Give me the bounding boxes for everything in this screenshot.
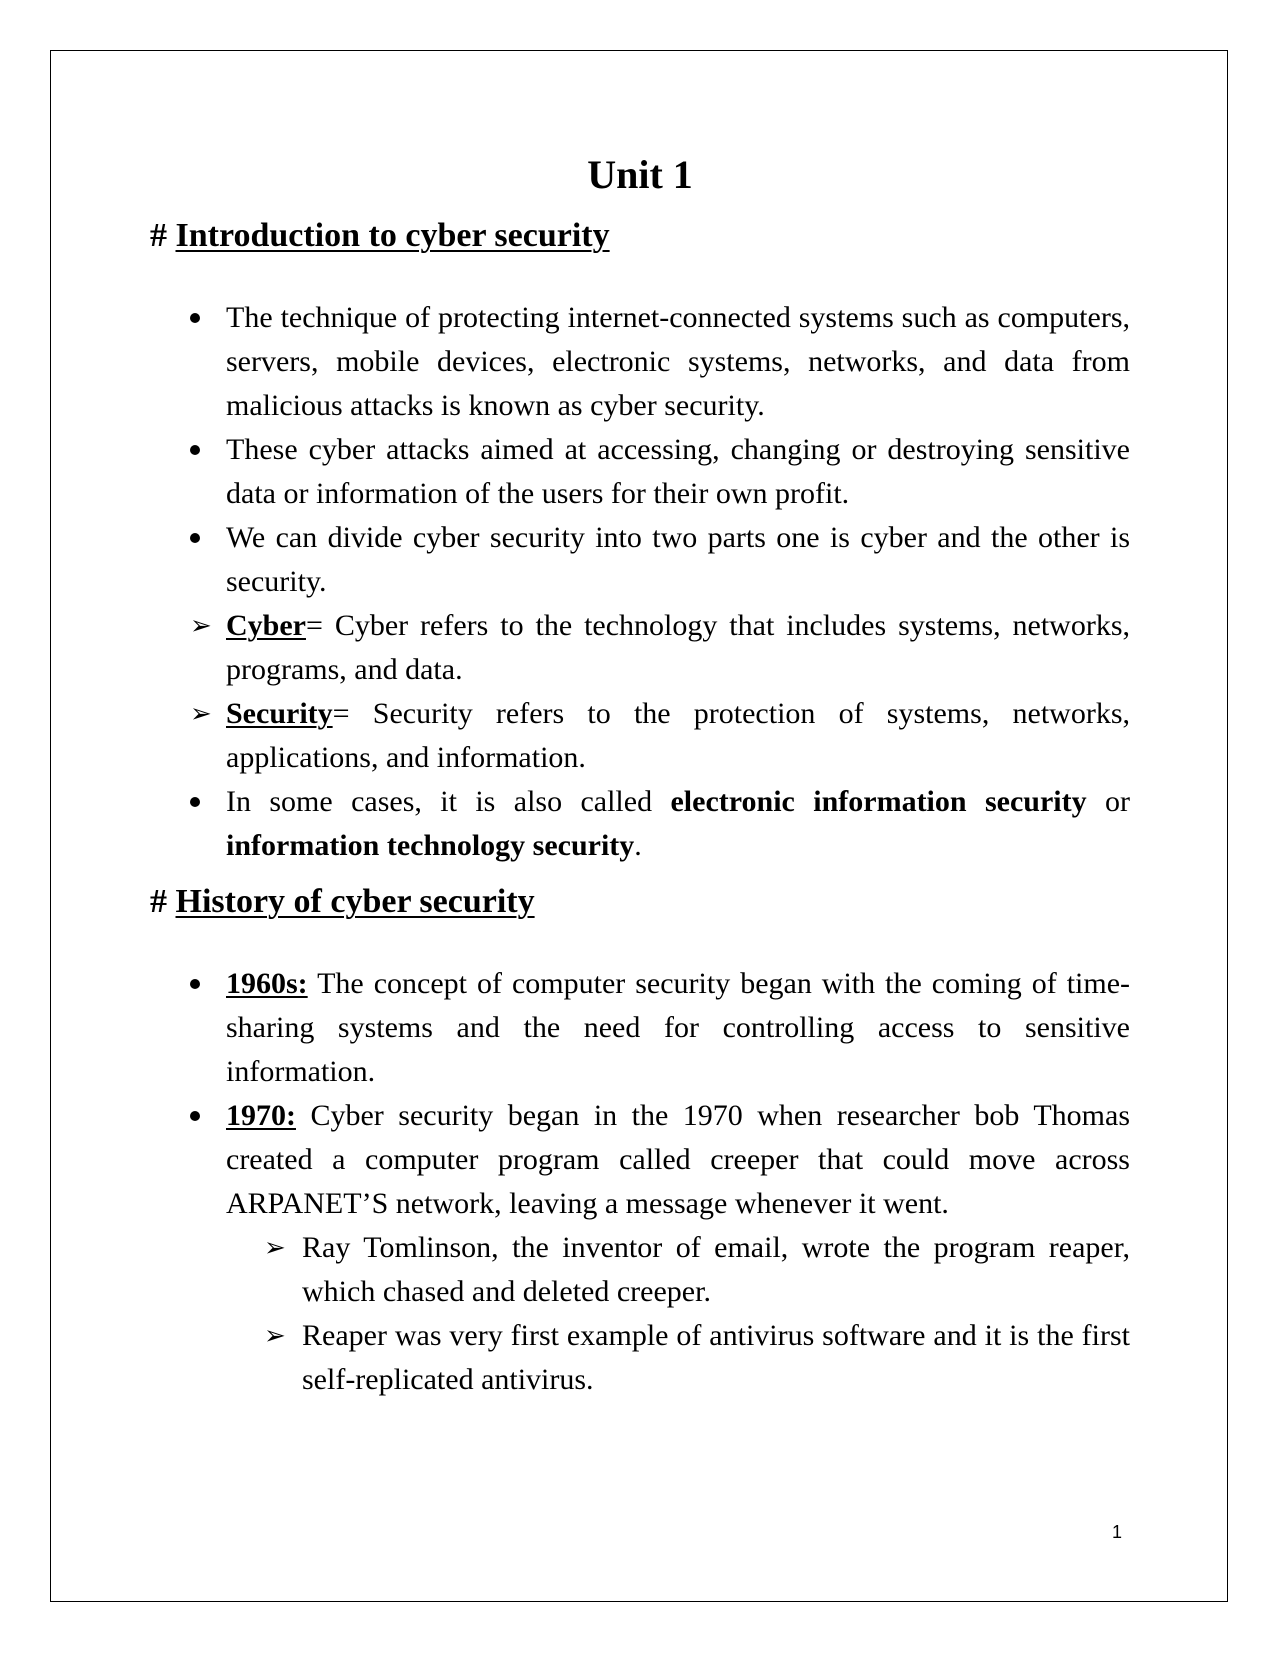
arrow-bullet-icon: ➢: [264, 1233, 286, 1263]
bullet-icon: [190, 1094, 200, 1138]
bold-term: information technology security: [226, 829, 635, 862]
heading-hash: #: [150, 883, 167, 920]
section-heading-introduction: [150, 214, 610, 258]
heading-text: Introduction to cyber security: [175, 217, 610, 254]
heading-hash: #: [150, 217, 167, 254]
arrow-bullet-icon: ➢: [264, 1321, 286, 1351]
page-title: Unit 1: [587, 152, 693, 197]
heading-text: History of cyber security: [175, 883, 535, 920]
term-year: 1960s:: [226, 967, 308, 1000]
list-item: We can divide cyber security into two parts one is cyber and the other is security.: [150, 516, 1130, 604]
bullet-icon: [190, 296, 200, 340]
introduction-list: [150, 296, 1130, 868]
sub-list-item: ➢ Ray Tomlinson, the inventor of email, wrote the program reaper, which chased and deleted creeper.: [150, 1226, 1130, 1314]
arrow-bullet-icon: ➢: [190, 611, 212, 641]
list-item-1960s: 1960s: The concept of computer security began with the coming of time-sharing systems and the need for controlling access to sensitive information.: [150, 962, 1130, 1094]
term-security: Security: [226, 697, 333, 730]
section-heading-history: [150, 880, 535, 924]
sub-list-item: ➢ Reaper was very first example of antivirus software and it is the first self-replicated antivirus.: [150, 1314, 1130, 1402]
page-number: 1: [1112, 1522, 1123, 1542]
list-item-security: ➢ Security= Security refers to the protection of systems, networks, applications, and information.: [150, 692, 1130, 780]
term-cyber: Cyber: [226, 609, 306, 642]
list-item-1970: 1970: Cyber security began in the 1970 when researcher bob Thomas created a computer program called creeper that could move across ARPANET’S network, leaving a message whenever it went.: [150, 1094, 1130, 1226]
bullet-icon: [190, 780, 200, 824]
bold-term: electronic information security: [670, 785, 1087, 818]
arrow-bullet-icon: ➢: [190, 699, 212, 729]
list-item-cyber: ➢ Cyber= Cyber refers to the technology that includes systems, networks, programs, and data.: [150, 604, 1130, 692]
list-item: The technique of protecting internet-connected systems such as computers, servers, mobile devices, electronic systems, networks, and data from malicious attacks is known as cyber security.: [150, 296, 1130, 428]
list-item: These cyber attacks aimed at accessing, changing or destroying sensitive data or information of the users for their own profit.: [150, 428, 1130, 516]
term-year: 1970:: [226, 1099, 296, 1132]
bullet-icon: [190, 516, 200, 560]
list-item: In some cases, it is also called electronic information security or information technology security.: [150, 780, 1130, 868]
bullet-icon: [190, 428, 200, 472]
history-list: [150, 962, 1130, 1402]
bullet-icon: [190, 962, 200, 1006]
